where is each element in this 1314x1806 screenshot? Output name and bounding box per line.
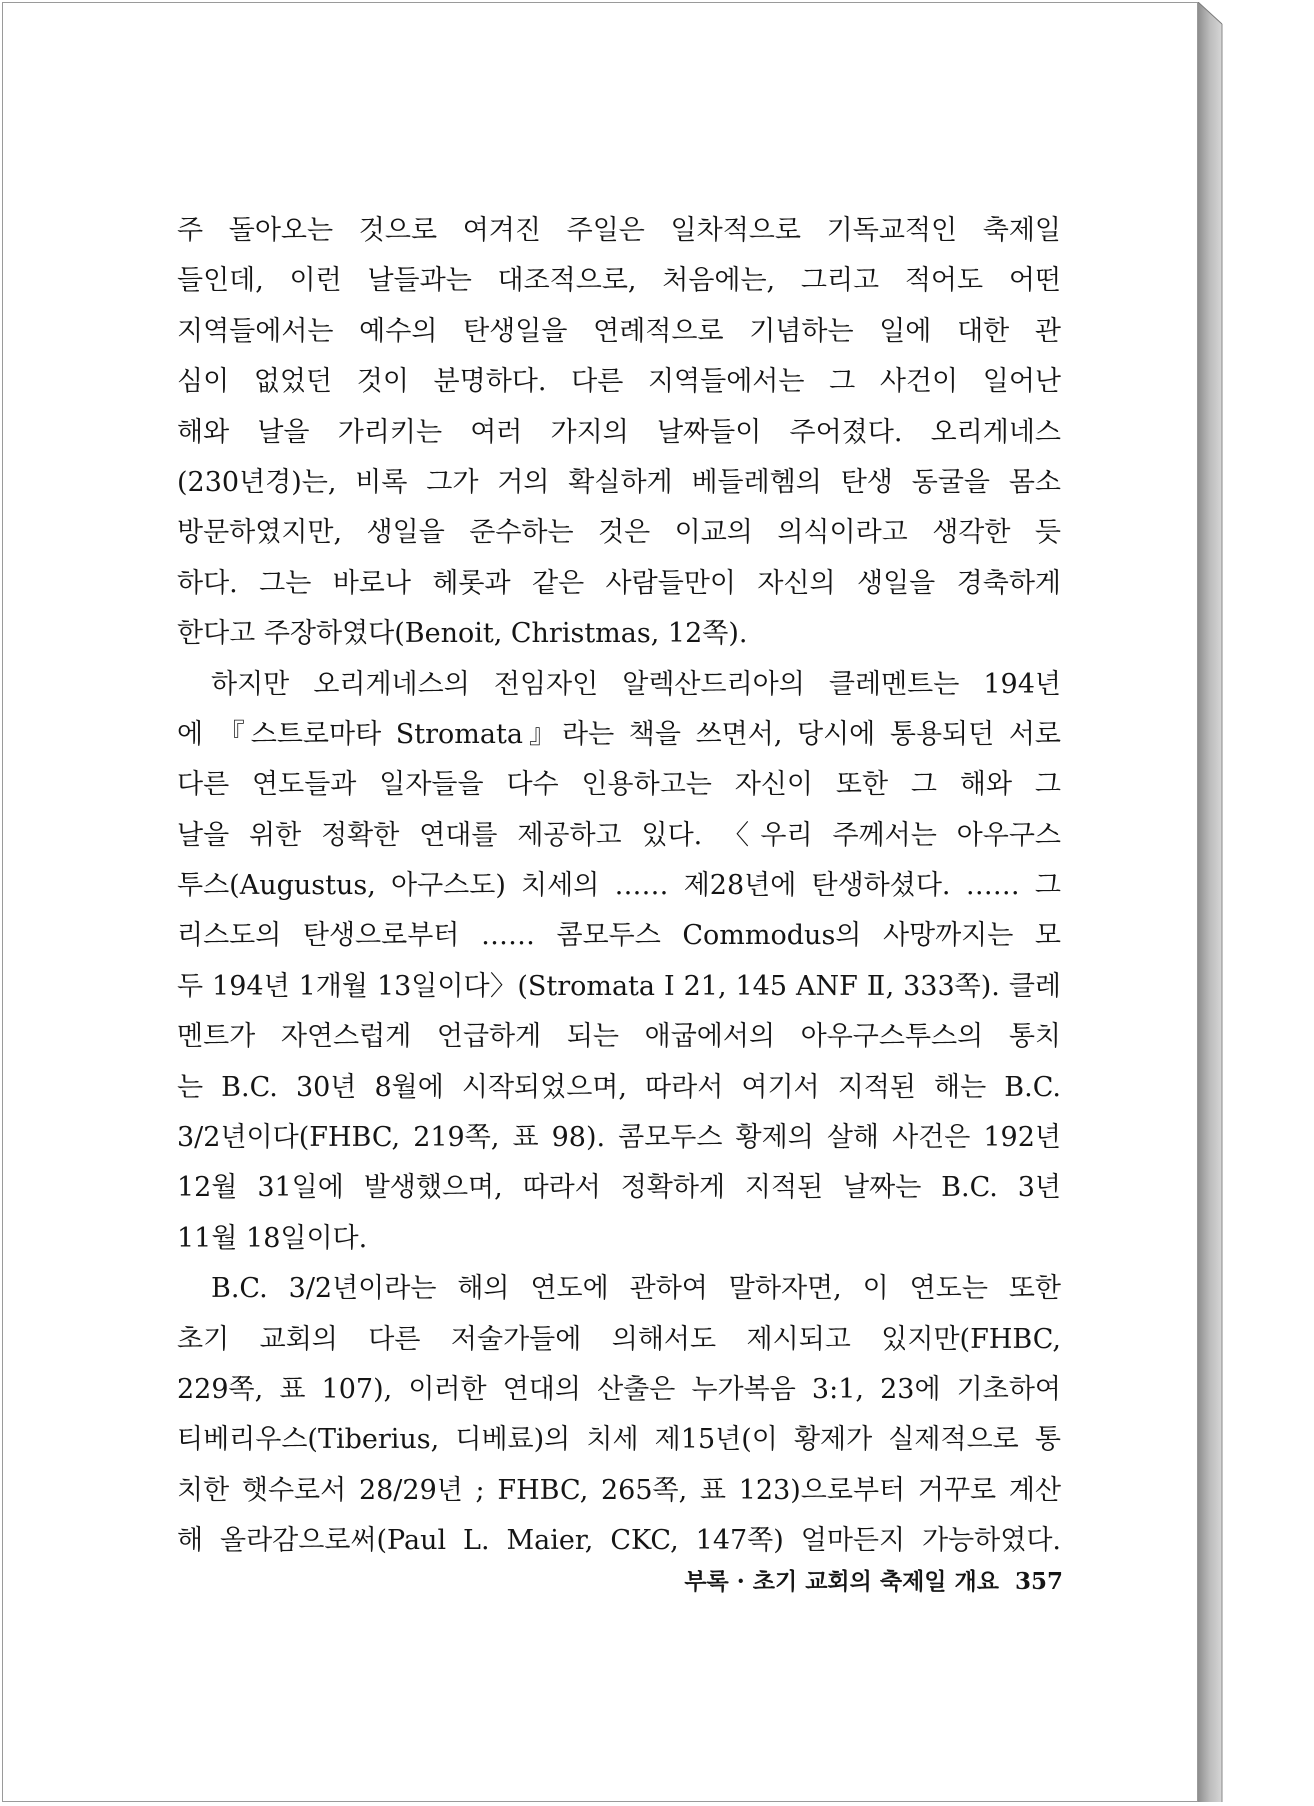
text-line: 하다. 그는 바로나 헤롯과 같은 사람들만이 자신의 생일을 경축하게	[177, 567, 1061, 599]
text-line: 해와 날을 가리키는 여러 가지의 날짜들이 주어졌다. 오리게네스	[177, 416, 1061, 448]
text-line: 두 194년 1개월 13일이다〉(Stromata I 21, 145 ANF Ⅱ, 333쪽). 클레	[177, 970, 1061, 1002]
text-line: 는 B.C. 30년 8월에 시작되었으며, 따라서 여기서 지적된 해는 B.C.	[177, 1071, 1061, 1103]
text-line: 투스(Augustus, 아구스도) 치세의 …… 제28년에 탄생하셨다. …… 그	[177, 870, 1061, 902]
text-line: 지역들에서는 예수의 탄생일을 연례적으로 기념하는 일에 대한 관	[177, 315, 1061, 347]
text-line: 리스도의 탄생으로부터 …… 콤모두스 Commodus의 사망까지는 모	[177, 920, 1061, 952]
text-line: 들인데, 이런 날들과는 대조적으로, 처음에는, 그리고 적어도 어떤	[177, 265, 1061, 297]
text-line: 해 올라감으로써(Paul L. Maier, CKC, 147쪽) 얼마든지 가능하였다.	[177, 1525, 1061, 1557]
page-edge-shadow	[1198, 2, 1226, 1802]
text-line: 12월 31일에 발생했으며, 따라서 정확하게 지적된 날짜는 B.C. 3년	[177, 1172, 1061, 1204]
text-line: 방문하였지만, 생일을 준수하는 것은 이교의 의식이라고 생각한 듯	[177, 517, 1061, 549]
paragraph-3	[177, 1264, 1061, 1566]
text-line: 주 돌아오는 것으로 여겨진 주일은 일차적으로 기독교적인 축제일	[177, 215, 1061, 246]
text-line: 11월 18일이다.	[177, 1222, 368, 1254]
text-line: 다른 연도들과 일자들을 다수 인용하고는 자신이 또한 그 해와 그	[177, 769, 1061, 801]
text-line: 티베리우스(Tiberius, 디베료)의 치세 제15년(이 황제가 실제적으로 통	[177, 1424, 1061, 1456]
page-footer	[563, 1563, 1063, 1596]
text-line: 치한 햇수로서 28/29년 ; FHBC, 265쪽, 표 123)으로부터 거꾸로 계산	[177, 1474, 1061, 1506]
text-line: 229쪽, 표 107), 이러한 연대의 산출은 누가복음 3:1, 23에 기초하여	[177, 1373, 1061, 1405]
text-line: 하지만 오리게네스의 전임자인 알렉산드리아의 클레멘트는 194년	[211, 668, 1061, 700]
text-line: 멘트가 자연스럽게 언급하게 되는 애굽에서의 아우구스투스의 통치	[177, 1021, 1061, 1053]
page-number: 357	[1014, 1568, 1063, 1595]
text-line: 초기 교회의 다른 저술가들에 의해서도 제시되고 있지만(FHBC,	[177, 1323, 1061, 1355]
paragraph-2	[177, 660, 1061, 1265]
running-title: 부록 · 초기 교회의 축제일 개요	[684, 1568, 999, 1595]
text-line: 날을 위한 정확한 연대를 제공하고 있다. 〈우리 주께서는 아우구스	[177, 819, 1061, 851]
text-line: B.C. 3/2년이라는 해의 연도에 관하여 말하자면, 이 연도는 또한	[211, 1273, 1061, 1305]
text-line: 3/2년이다(FHBC, 219쪽, 표 98). 콤모두스 황제의 살해 사건은 192년	[177, 1122, 1061, 1154]
text-line: 에 『스트로마타 Stromata』라는 책을 쓰면서, 당시에 통용되던 서로	[177, 718, 1061, 750]
text-line: 심이 없었던 것이 분명하다. 다른 지역들에서는 그 사건이 일어난	[177, 366, 1061, 398]
page-body	[177, 206, 1061, 1567]
paragraph-1	[177, 206, 1061, 660]
text-line: (230년경)는, 비록 그가 거의 확실하게 베들레헴의 탄생 동굴을 몸소	[177, 466, 1061, 498]
book-page	[2, 2, 1198, 1802]
text-line: 한다고 주장하였다(Benoit, Christmas, 12쪽).	[177, 618, 748, 650]
